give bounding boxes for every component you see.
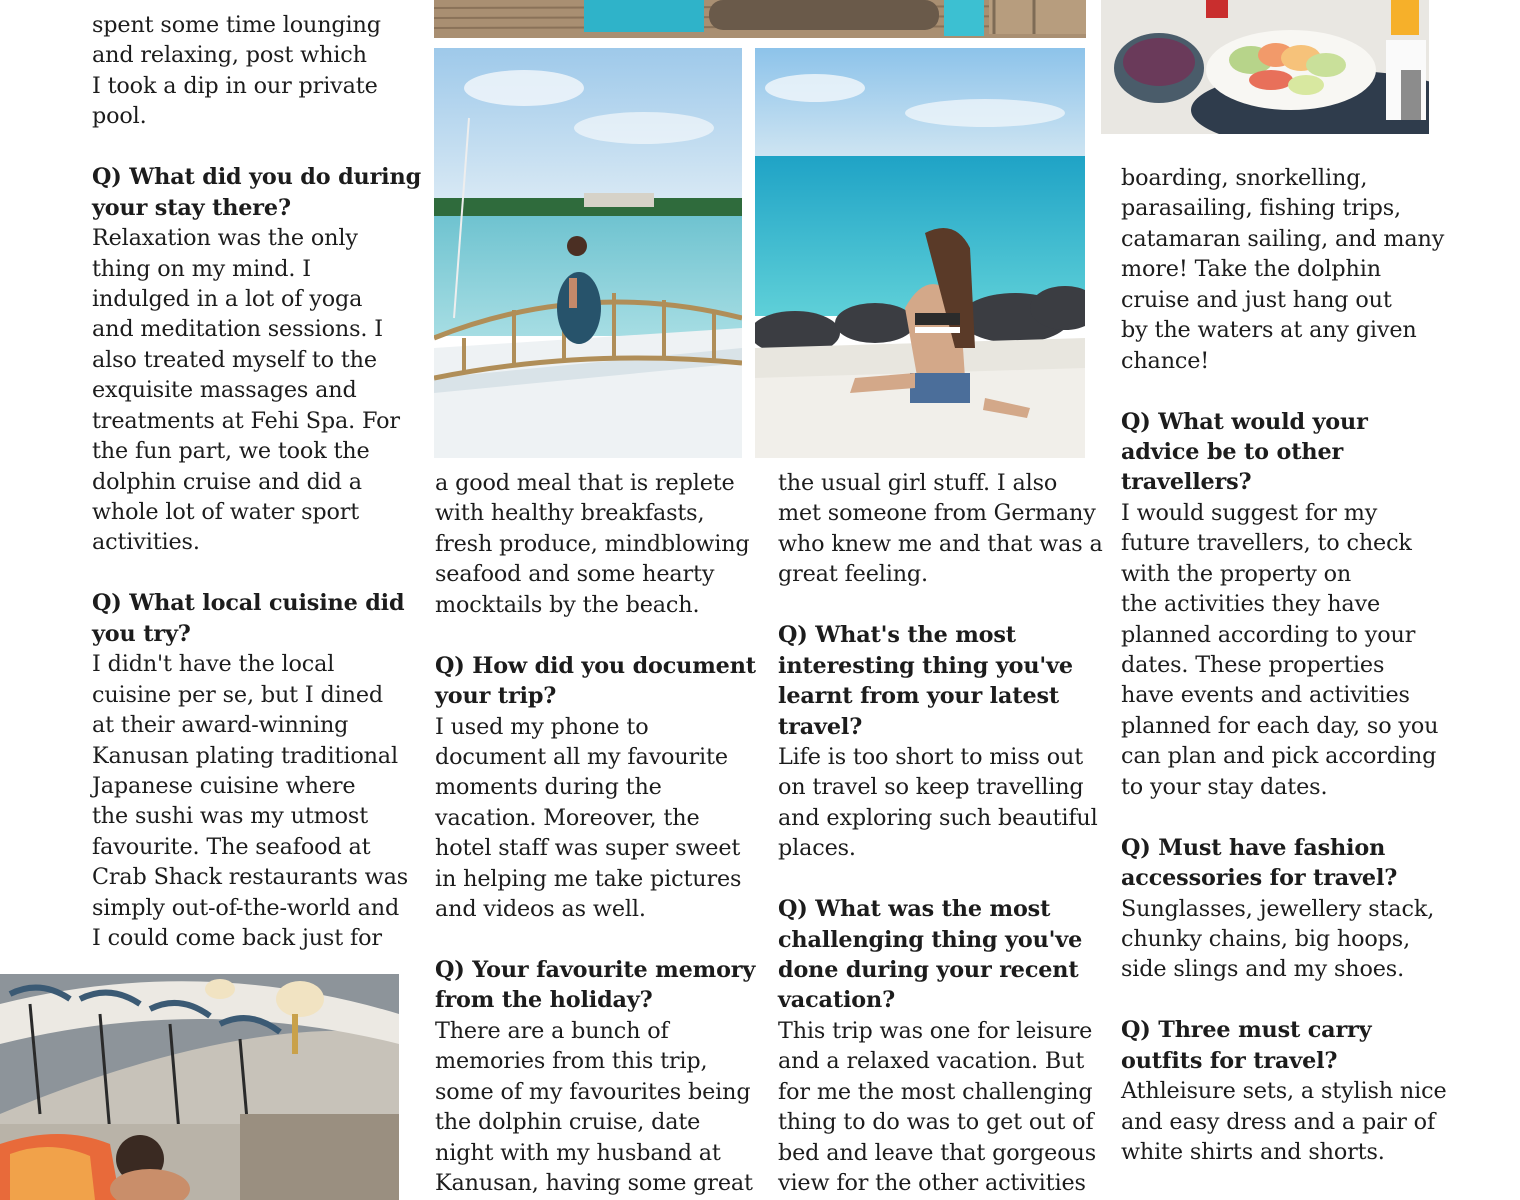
question-line: advice be to other <box>1121 438 1344 465</box>
text-line: a good meal that is replete <box>435 470 735 496</box>
answer-line: Crab Shack restaurants was <box>92 864 409 891</box>
answer-line: Life is too short to miss out <box>778 743 1084 770</box>
answer-line: and videos as well. <box>435 896 646 923</box>
column-1-intro <box>92 10 421 132</box>
question-line: Q) Three must carry <box>1121 1017 1372 1044</box>
question-line: Q) What did you do during <box>92 164 422 191</box>
question-line: outfits for travel? <box>1121 1047 1338 1074</box>
question-line: travel? <box>778 713 863 740</box>
answer-line: Kanusan plating traditional <box>92 742 398 769</box>
answer-line: favourite. The seafood at <box>92 833 371 860</box>
answer-line: whole lot of water sport <box>92 499 360 525</box>
text-line: pool. <box>92 103 147 130</box>
answer-line: the fun part, we took the <box>92 438 370 465</box>
answer-line: Kanusan, having some great <box>435 1170 753 1197</box>
question-line: Q) What would your <box>1121 408 1368 435</box>
text-line: mocktails by the beach. <box>435 591 700 618</box>
answer-line: treatments at Fehi Spa. For <box>92 407 400 434</box>
answer-line: and easy dress and a pair of <box>1121 1108 1436 1135</box>
text-line: chance! <box>1121 347 1210 374</box>
question-line: vacation? <box>778 987 895 1014</box>
article-column-1 <box>92 10 421 954</box>
deck-lounge-photo <box>434 0 1086 38</box>
answer-line: I used my phone to <box>435 713 649 740</box>
beach-photo <box>755 48 1085 458</box>
answer-line: simply out-of-the-world and <box>92 894 400 921</box>
answer-line: vacation. Moreover, the <box>435 804 700 831</box>
answer-line: Sunglasses, jewellery stack, <box>1121 895 1435 922</box>
text-line: met someone from Germany <box>778 500 1096 527</box>
answer-line: exquisite massages and <box>92 377 357 404</box>
answer-line: at their award-winning <box>92 712 349 739</box>
text-line: great feeling. <box>778 561 928 588</box>
question-line: done during your recent <box>778 957 1079 983</box>
text-line: more! Take the dolphin <box>1121 256 1381 283</box>
column-3-intro <box>778 468 1103 590</box>
answer-line: some of my favourites being <box>435 1078 751 1105</box>
question-line: Q) What's the most <box>778 622 1016 649</box>
text-line: fresh produce, mindblowing <box>435 530 750 557</box>
answer-line: night with my husband at <box>435 1139 721 1166</box>
answer-line: on travel so keep travelling <box>778 774 1084 801</box>
answer-line: I could come back just for <box>92 925 382 952</box>
qa-block-learnt <box>778 620 1103 864</box>
answer-line: planned for each day, so you <box>1121 712 1439 739</box>
text-line: seafood and some hearty <box>435 561 715 588</box>
text-line: parasailing, fishing trips, <box>1121 195 1401 222</box>
breakfast-photo <box>1101 0 1429 134</box>
question-line: your trip? <box>435 683 557 710</box>
answer-line: and meditation sessions. I <box>92 316 383 343</box>
answer-line: the dolphin cruise, date <box>435 1109 701 1136</box>
answer-line: Athleisure sets, a stylish nice <box>1121 1078 1447 1105</box>
question-line: Q) How did you document <box>435 652 756 679</box>
answer-line: There are a bunch of <box>435 1017 669 1044</box>
answer-line: and a relaxed vacation. But <box>778 1048 1085 1075</box>
restaurant-bar-photo <box>0 974 399 1200</box>
text-line: catamaran sailing, and many <box>1121 225 1445 252</box>
question-line: your stay there? <box>92 194 291 221</box>
answer-line: Relaxation was the only <box>92 225 358 252</box>
text-line: with healthy breakfasts, <box>435 500 705 527</box>
answer-line: I didn't have the local <box>92 651 335 678</box>
answer-line: planned according to your <box>1121 621 1416 648</box>
qa-block-stay <box>92 162 421 558</box>
text-line: spent some time lounging <box>92 12 381 38</box>
answer-line: can plan and pick according <box>1121 743 1437 770</box>
answer-line: white shirts and shorts. <box>1121 1139 1385 1165</box>
answer-line: with the property on <box>1121 560 1352 587</box>
qa-block-outfits <box>1121 1015 1447 1167</box>
answer-line: I would suggest for my <box>1121 499 1378 526</box>
answer-line: thing on my mind. I <box>92 255 311 282</box>
text-line: I took a dip in our private <box>92 72 378 99</box>
answer-line: moments during the <box>435 774 662 801</box>
question-line: challenging thing you've <box>778 926 1083 953</box>
answer-line: view for the other activities <box>778 1170 1086 1197</box>
article-column-2 <box>435 468 756 1199</box>
question-line: learnt from your latest <box>778 683 1060 710</box>
answer-line: in helping me take pictures <box>435 865 742 892</box>
qa-block-accessories <box>1121 833 1447 985</box>
answer-line: side slings and my shoes. <box>1121 956 1405 983</box>
answer-line: to your stay dates. <box>1121 773 1328 800</box>
answer-line: the sushi was my utmost <box>92 803 369 830</box>
question-line: interesting thing you've <box>778 652 1073 679</box>
question-line: from the holiday? <box>435 987 653 1014</box>
question-line: travellers? <box>1121 469 1252 496</box>
column-2-intro <box>435 468 756 620</box>
answer-line: have events and activities <box>1121 682 1410 709</box>
text-line: the usual girl stuff. I also <box>778 470 1058 496</box>
text-line: by the waters at any given <box>1121 317 1417 344</box>
question-line: Q) Must have fashion <box>1121 834 1386 861</box>
answer-line: thing to do was to get out of <box>778 1109 1094 1136</box>
answer-line: hotel staff was super sweet <box>435 835 741 862</box>
boat-deck-photo <box>434 48 742 458</box>
answer-line: indulged in a lot of yoga <box>92 285 363 312</box>
column-4-intro <box>1121 163 1447 376</box>
text-line: who knew me and that was a <box>778 530 1103 557</box>
answer-line: dates. These properties <box>1121 652 1385 678</box>
answer-line: future travellers, to check <box>1121 530 1412 557</box>
qa-block-cuisine <box>92 588 421 953</box>
question-line: you try? <box>92 620 191 647</box>
answer-line: This trip was one for leisure <box>778 1017 1093 1044</box>
qa-block-advice <box>1121 407 1447 803</box>
answer-line: for me the most challenging <box>778 1078 1093 1105</box>
question-line: Q) Your favourite memory <box>435 957 756 983</box>
text-line: and relaxing, post which <box>92 42 367 69</box>
answer-line: document all my favourite <box>435 743 728 770</box>
answer-line: the activities they have <box>1121 591 1381 618</box>
answer-line: dolphin cruise and did a <box>92 468 362 495</box>
answer-line: activities. <box>92 529 200 556</box>
text-line: boarding, snorkelling, <box>1121 165 1368 191</box>
question-line: Q) What was the most <box>778 896 1051 923</box>
text-line: cruise and just hang out <box>1121 286 1392 313</box>
answer-line: also treated myself to the <box>92 346 377 373</box>
answer-line: and exploring such beautiful <box>778 804 1098 831</box>
question-line: Q) What local cuisine did <box>92 590 405 617</box>
question-line: accessories for travel? <box>1121 865 1398 892</box>
article-column-4 <box>1121 163 1447 1167</box>
qa-block-document <box>435 651 756 925</box>
qa-block-memory <box>435 955 756 1199</box>
answer-line: memories from this trip, <box>435 1048 708 1075</box>
qa-block-challenging <box>778 894 1103 1198</box>
answer-line: bed and leave that gorgeous <box>778 1139 1097 1166</box>
answer-line: places. <box>778 835 856 862</box>
answer-line: chunky chains, big hoops, <box>1121 925 1411 952</box>
answer-line: cuisine per se, but I dined <box>92 681 383 708</box>
article-column-3 <box>778 468 1103 1199</box>
answer-line: Japanese cuisine where <box>92 772 356 799</box>
